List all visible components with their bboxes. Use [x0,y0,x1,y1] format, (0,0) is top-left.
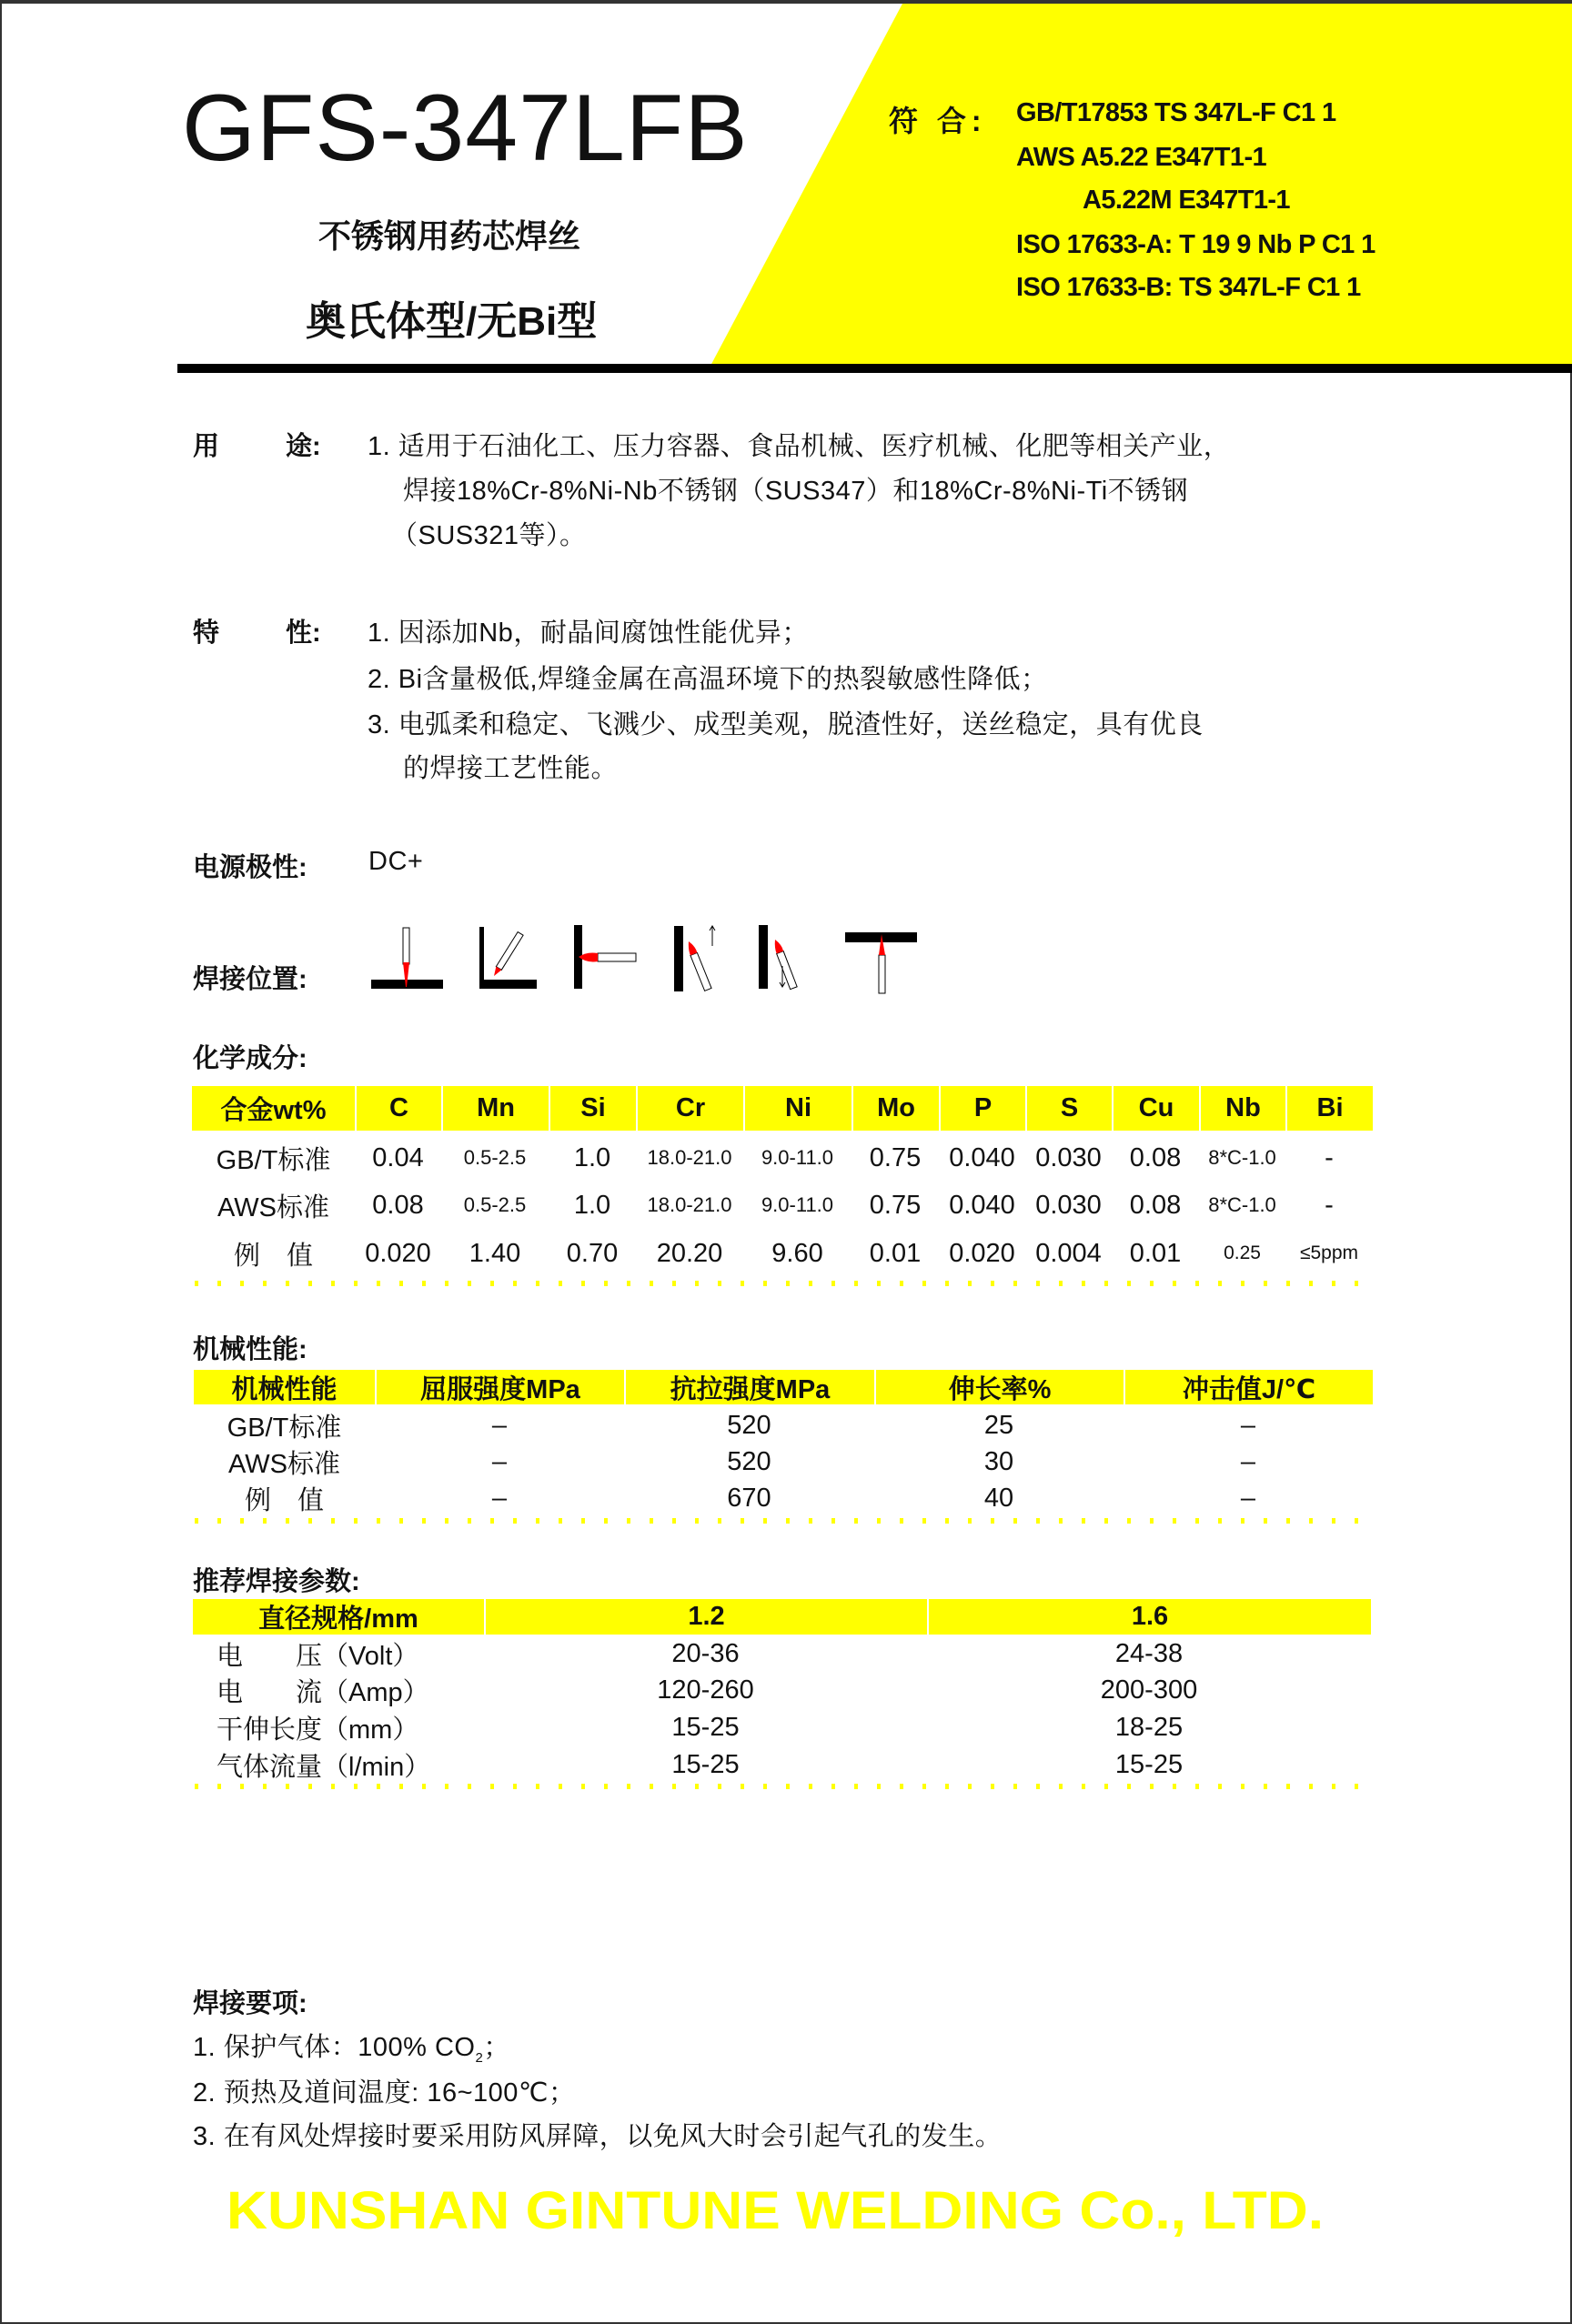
table-cell: 0.04 [372,1142,424,1172]
table-cell: 520 [727,1410,771,1440]
positions-label: 焊接位置: [193,965,307,994]
table-cell: 24-38 [1114,1638,1184,1668]
table-cell: – [1240,1483,1256,1513]
mechanical-label: 机械性能: [193,1335,307,1364]
table-cell: 0.030 [1035,1190,1102,1220]
table-cell: ≤5ppm [1299,1242,1359,1263]
table-cell: 18-25 [1114,1712,1184,1742]
table-cell: 670 [727,1483,771,1513]
conformity-line: AWS A5.22 E347T1-1 [1016,143,1267,172]
company-logo [227,2183,1327,2238]
features-label: 性: [286,619,321,648]
table-cell: 1.0 [573,1190,611,1220]
table-cell: 20-36 [671,1638,740,1668]
row-label: AWS标准 [217,1192,329,1222]
feature-line: 1. 因添加Nb，耐晶间腐蚀性能优异； [368,619,809,648]
usage-line: 1. 适用于石油化工、压力容器、食品机械、医疗机械、化肥等相关产业， [368,432,1231,461]
column-header: Bi [1287,1086,1373,1131]
notes-label: 焊接要项: [193,1989,307,2018]
table-cell: 0.75 [869,1142,922,1172]
usage-label: 途: [286,432,321,461]
note-item: 2. 预热及道间温度: 16~100℃； [193,2078,576,2108]
vertical-down-icon [759,925,797,990]
product-type: 奥氏体型/无Bi型 [306,299,598,344]
table-cell: 15-25 [671,1712,740,1742]
row-label: 电 流（Amp） [217,1677,429,1707]
column-header: Nb [1201,1086,1285,1131]
dotted-divider [195,1784,1374,1789]
conformity-line: ISO 17633-A: T 19 9 Nb P C1 1 [1016,230,1376,259]
table-cell: - [1325,1190,1334,1220]
table-cell: 0.08 [1129,1190,1182,1220]
row-label: GB/T标准 [227,1413,342,1443]
vertical-up-icon [674,926,715,991]
table-cell: 120-260 [657,1675,754,1705]
column-header: P [941,1086,1025,1131]
note-item: 3. 在有风处焊接时要采用防风屏障，以免风大时会引起气孔的发生。 [193,2122,1003,2151]
conformity-line: A5.22M E347T1-1 [1083,186,1290,215]
conformity-label: 符 合: [889,105,987,137]
dotted-divider [195,1281,1374,1286]
table-cell: 8*C-1.0 [1208,1193,1276,1216]
table-cell: 25 [983,1410,1014,1440]
table-cell: 0.040 [949,1190,1015,1220]
table-cell: 0.5-2.5 [463,1193,527,1216]
table-cell: 0.004 [1035,1238,1102,1268]
column-header: 抗拉强度MPa [626,1370,874,1404]
table-cell: 1.40 [469,1238,521,1268]
column-header: Cr [638,1086,743,1131]
row-label: AWS标准 [228,1449,340,1479]
usage-label: 用 [193,432,220,461]
dotted-divider [195,1518,1374,1524]
table-cell: 0.040 [949,1142,1015,1172]
table-cell: 0.5-2.5 [463,1146,527,1169]
table-cell: 0.01 [869,1238,922,1268]
column-header: 伸长率% [876,1370,1124,1404]
table-cell: 0.70 [566,1238,619,1268]
company-name: KUNSHAN GINTUNE WELDING Co., LTD. [227,2183,1324,2238]
row-label: 气体流量（l/min） [217,1752,431,1782]
row-label: 例 值 [244,1485,324,1515]
column-header: 合金wt% [192,1086,355,1131]
feature-line: 3. 电弧柔和稳定、飞溅少、成型美观，脱渣性好，送丝稳定，具有优良 [368,710,1204,739]
product-title: GFS-347LFB [182,75,749,181]
features-label: 特 [193,619,220,648]
column-header: 机械性能 [194,1370,375,1404]
table-cell: 0.08 [1129,1142,1182,1172]
product-subtitle: 不锈钢用药芯焊丝 [318,217,581,255]
conformity-line: GB/T17853 TS 347L-F C1 1 [1016,98,1336,127]
table-cell: 40 [983,1483,1014,1513]
table-cell: 15-25 [671,1749,740,1779]
table-cell: – [491,1410,508,1440]
column-header: S [1027,1086,1112,1131]
column-header: 1.2 [486,1599,927,1635]
overhead-weld-icon [845,932,917,993]
column-header: 1.6 [929,1599,1371,1635]
conformity-line: ISO 17633-B: TS 347L-F C1 1 [1016,273,1361,302]
column-header: C [357,1086,441,1131]
table-cell: 0.75 [869,1190,922,1220]
polarity-label: 电源极性: [193,853,307,882]
table-cell: 0.020 [949,1238,1015,1268]
usage-line: 焊接18%Cr-8%Ni-Nb不锈钢（SUS347）和18%Cr-8%Ni-Ti不锈钢 [403,477,1189,506]
note-text: 1. 保护气体：100% CO [193,2033,476,2062]
table-cell: 0.08 [372,1190,424,1220]
column-header: 屈服强度MPa [377,1370,624,1404]
table-cell: 30 [983,1446,1014,1476]
feature-line: 2. Bi含量极低,焊缝金属在高温环境下的热裂敏感性降低； [368,665,1048,694]
table-cell: – [491,1483,508,1513]
table-cell: – [491,1446,508,1476]
table-cell: 9.0-11.0 [761,1146,834,1169]
column-header: Mn [443,1086,549,1131]
column-header: Mo [853,1086,939,1131]
column-header: Ni [745,1086,852,1131]
parameters-label: 推荐焊接参数: [193,1567,360,1596]
row-label: 例 值 [233,1241,313,1271]
table-cell: 20.20 [656,1238,723,1268]
note-subscript: 2 [475,2049,484,2066]
column-header: 冲击值J/℃ [1125,1370,1373,1404]
note-item [193,2027,510,2066]
usage-line: （SUS321等）。 [391,521,587,550]
table-cell: 0.020 [365,1238,431,1268]
horizontal-fillet-icon [479,927,537,989]
table-cell: 9.0-11.0 [761,1193,834,1216]
welding-positions [0,0,1572,1019]
table-cell: 520 [727,1446,771,1476]
table-cell: 18.0-21.0 [647,1146,732,1169]
row-label: 电 压（Volt） [217,1641,419,1671]
table-cell: 9.60 [771,1238,823,1268]
table-cell: 15-25 [1114,1749,1184,1779]
column-header: Cu [1114,1086,1199,1131]
table-cell: 200-300 [1100,1675,1198,1705]
table-cell: – [1240,1446,1256,1476]
column-header: 直径规格/mm [193,1599,484,1635]
polarity-value: DC+ [368,847,424,876]
flat-weld-icon [371,928,443,989]
feature-line: 的焊接工艺性能。 [403,754,619,783]
table-cell: 1.0 [573,1142,611,1172]
table-cell: 0.030 [1035,1142,1102,1172]
table-cell: – [1240,1410,1256,1440]
column-header: Si [550,1086,636,1131]
horizontal-weld-icon [574,925,636,989]
row-label: GB/T标准 [216,1145,331,1175]
table-cell: 0.01 [1129,1238,1182,1268]
table-cell: 8*C-1.0 [1208,1146,1276,1169]
chemistry-label: 化学成分: [193,1044,307,1073]
table-cell: 0.25 [1224,1242,1261,1263]
table-cell: - [1325,1142,1334,1172]
row-label: 干伸长度（mm） [217,1715,419,1745]
note-text: ； [483,2033,510,2062]
table-cell: 18.0-21.0 [647,1193,732,1216]
